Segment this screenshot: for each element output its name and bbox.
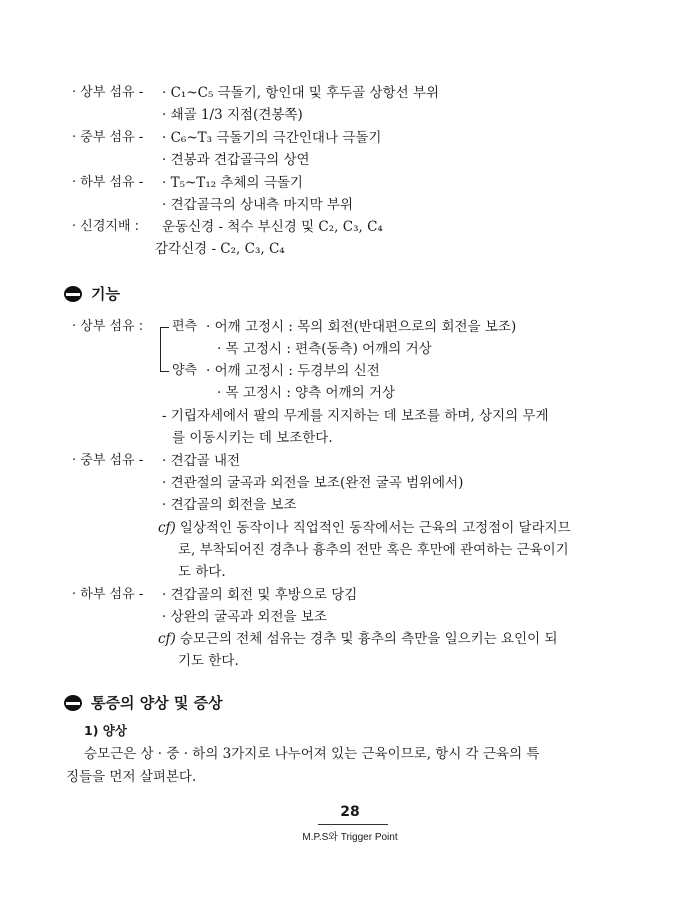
middle-cf-text-1: 일상적인 동작이나 직업적인 동작에서는 근육의 고정점이 달라지므: [179, 520, 571, 536]
bracket-tick-bottom: [160, 371, 169, 372]
cf-mark: cf): [158, 631, 176, 647]
symptoms-paragraph-2: 징들을 먼저 살펴본다.: [66, 769, 197, 785]
unilateral-shoulder-fixed: · 어깨 고정시 : 목의 회전(반대편으로의 회전을 보조): [206, 319, 517, 335]
middle-fiber-insertion: · 견봉과 견갑골극의 상연: [162, 152, 310, 168]
page-number: 28: [340, 804, 360, 820]
lower-cf-line-2: 기도 한다.: [178, 653, 239, 669]
middle-function-3: · 견갑골의 회전을 보조: [162, 497, 297, 513]
bullet-head-icon: [63, 694, 83, 712]
cf-mark: cf): [158, 520, 176, 536]
symptoms-heading: [63, 692, 223, 713]
upper-fiber-origin: · C₁~C₅ 극돌기, 항인대 및 후두골 상항선 부위: [162, 85, 440, 101]
symptoms-subheading: 1) 양상: [84, 723, 127, 738]
motor-nerve: 운동신경 - 척수 부신경 및 C₂, C₃, C₄: [162, 219, 383, 235]
upper-fiber-insertion: · 쇄골 1/3 지점(견봉쪽): [162, 107, 303, 123]
symptoms-paragraph-1: 승모근은 상 · 중 · 하의 3가지로 나누어져 있는 근육이므로, 항시 각 근육의 특: [84, 746, 540, 762]
lower-fiber-origin: · T₅~T₁₂ 추체의 극돌기: [162, 175, 303, 191]
bilateral-shoulder-fixed: · 어깨 고정시 : 두경부의 신전: [206, 363, 380, 379]
book-title: M.P.S와 Trigger Point: [302, 832, 398, 843]
function-lower-label: · 하부 섬유 -: [72, 587, 144, 602]
middle-function-1: · 견갑골 내전: [162, 453, 241, 469]
unilateral-label: 편측: [172, 319, 198, 334]
lower-function-2: · 상완의 굴곡과 외전을 보조: [162, 609, 327, 625]
upper-note-line-2: 를 이동시키는 데 보조한다.: [172, 430, 333, 446]
function-heading: [63, 283, 120, 304]
bullet-head-icon: [63, 285, 83, 303]
function-upper-label: · 상부 섬유 :: [72, 319, 144, 334]
lower-cf-text-1: 승모근의 전체 섬유는 경추 및 흉추의 측만을 일으키는 요인이 되: [179, 631, 558, 647]
middle-cf-line-3: 도 하다.: [178, 564, 226, 580]
nerve-label: · 신경지배 :: [72, 219, 140, 234]
upper-fiber-label: · 상부 섬유 -: [72, 85, 144, 100]
symptoms-heading-text: 통증의 양상 및 증상: [91, 694, 223, 712]
upper-note-line-1: - 기립자세에서 팔의 무게를 지지하는 데 보조를 하며, 상지의 무게: [162, 408, 549, 424]
bracket-tick-top: [160, 327, 169, 328]
footer-divider: [318, 824, 388, 825]
middle-fiber-origin: · C₆~T₃ 극돌기의 극간인대나 극돌기: [162, 130, 382, 146]
function-heading-text: 기능: [91, 285, 120, 303]
lower-function-1: · 견갑골의 회전 및 후방으로 당김: [162, 587, 358, 603]
function-middle-label: · 중부 섬유 -: [72, 453, 144, 468]
sensory-nerve: 감각신경 - C₂, C₃, C₄: [155, 241, 285, 257]
lower-cf-line-1: [158, 630, 558, 648]
middle-cf-line-2: 로, 부착되어진 경추나 흉추의 전만 혹은 후만에 관여하는 근육이기: [178, 542, 569, 558]
lower-fiber-insertion: · 견갑골극의 상내측 마지막 부위: [162, 197, 353, 213]
bracket-line: [160, 327, 161, 372]
middle-function-2: · 견관절의 굴곡과 외전을 보조(완전 굴곡 범위에서): [162, 475, 464, 491]
bilateral-label: 양측: [172, 363, 198, 378]
middle-fiber-label: · 중부 섬유 -: [72, 130, 144, 145]
lower-fiber-label: · 하부 섬유 -: [72, 175, 144, 190]
unilateral-neck-fixed: · 목 고정시 : 편측(동측) 어깨의 거상: [217, 341, 432, 357]
bilateral-neck-fixed: · 목 고정시 : 양측 어깨의 거상: [217, 385, 396, 401]
middle-cf-line-1: [158, 519, 571, 537]
